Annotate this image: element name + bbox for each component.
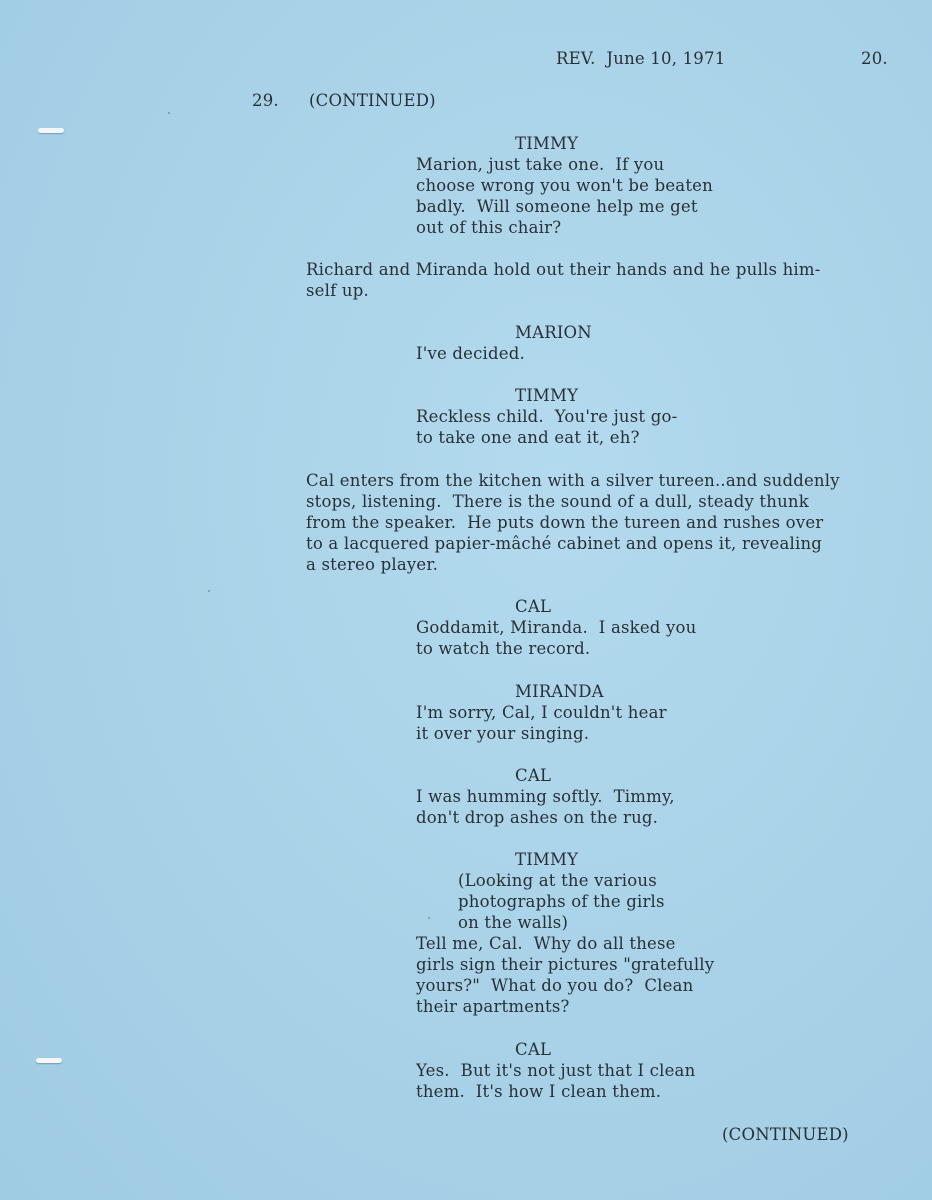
dialogue-line: their apartments? — [416, 997, 570, 1016]
page-number: 20. — [861, 49, 888, 68]
binder-hole-top — [38, 128, 64, 133]
scene-number: 29. — [252, 91, 279, 110]
action-line: from the speaker. He puts down the tureen and rushes over — [306, 513, 824, 532]
action-line: Cal enters from the kitchen with a silver tureen..and suddenly — [306, 471, 840, 490]
parenthetical-line: (Looking at the various — [458, 871, 657, 890]
action-line: self up. — [306, 281, 369, 300]
character-name: TIMMY — [515, 850, 579, 869]
action-line: to a lacquered papier-mâché cabinet and opens it, revealing — [306, 534, 823, 553]
dialogue-line: choose wrong you won't be beaten — [416, 176, 713, 195]
dialogue-line: Reckless child. You're just go- — [416, 407, 678, 426]
dialogue-line: yours?" What do you do? Clean — [416, 976, 694, 995]
action-line: a stereo player. — [306, 555, 439, 574]
character-name: CAL — [515, 766, 552, 785]
parenthetical-line: photographs of the girls — [458, 892, 665, 911]
paper-speck — [428, 917, 430, 919]
dialogue-line: don't drop ashes on the rug. — [416, 808, 659, 827]
character-name: MIRANDA — [515, 682, 604, 701]
dialogue-line: Yes. But it's not just that I clean — [416, 1061, 696, 1080]
dialogue-line: out of this chair? — [416, 218, 562, 237]
parenthetical-line: on the walls) — [458, 913, 569, 932]
dialogue-line: to watch the record. — [416, 639, 591, 658]
dialogue-line: Goddamit, Miranda. I asked you — [416, 618, 697, 637]
dialogue-line: them. It's how I clean them. — [416, 1082, 662, 1101]
dialogue-line: I've decided. — [416, 344, 525, 363]
character-name: TIMMY — [515, 134, 579, 153]
dialogue-line: girls sign their pictures "gratefully — [416, 955, 715, 974]
dialogue-line: Marion, just take one. If you — [416, 155, 665, 174]
dialogue-line: Tell me, Cal. Why do all these — [416, 934, 676, 953]
binder-hole-bottom — [36, 1058, 62, 1063]
dialogue-line: to take one and eat it, eh? — [416, 428, 640, 447]
revision-date: REV. June 10, 1971 — [556, 49, 726, 68]
character-name: CAL — [515, 1040, 552, 1059]
footer-continued: (CONTINUED) — [722, 1125, 849, 1144]
dialogue-line: I was humming softly. Timmy, — [416, 787, 675, 806]
character-name: TIMMY — [515, 386, 579, 405]
character-name: MARION — [515, 323, 592, 342]
dialogue-line: it over your singing. — [416, 724, 590, 743]
scene-continued-label: (CONTINUED) — [309, 91, 436, 110]
paper-speck — [208, 590, 210, 592]
character-name: CAL — [515, 597, 552, 616]
dialogue-line: I'm sorry, Cal, I couldn't hear — [416, 703, 667, 722]
action-line: Richard and Miranda hold out their hands and he pulls him- — [306, 260, 821, 279]
paper-speck — [168, 112, 170, 114]
dialogue-line: badly. Will someone help me get — [416, 197, 698, 216]
action-line: stops, listening. There is the sound of a dull, steady thunk — [306, 492, 809, 511]
